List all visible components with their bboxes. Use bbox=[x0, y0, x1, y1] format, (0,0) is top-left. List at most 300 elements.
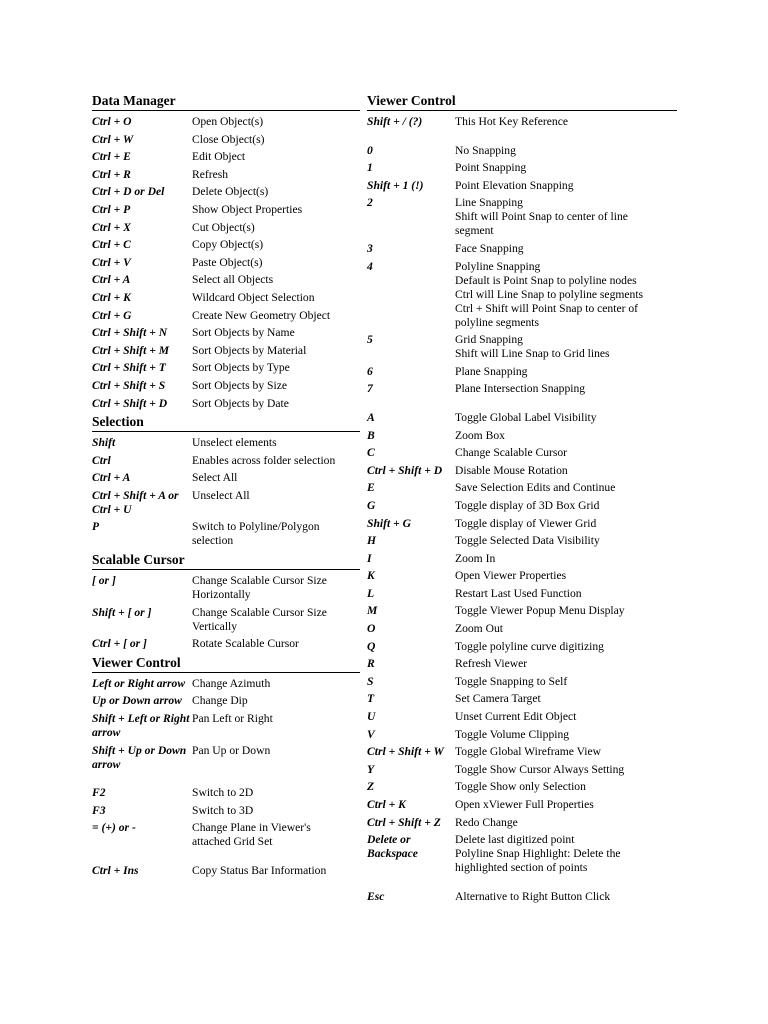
shortcut-key: Shift bbox=[92, 436, 116, 450]
shortcut-description bbox=[192, 677, 360, 691]
shortcut-key: T bbox=[367, 692, 375, 706]
shortcut-key: Delete or Backspace bbox=[367, 833, 418, 861]
shortcut-key: K bbox=[367, 569, 375, 583]
shortcut-key: Shift + [ or ] bbox=[92, 605, 152, 619]
shortcut-key: U bbox=[367, 710, 376, 724]
description-line: selection bbox=[192, 534, 234, 548]
shortcut-row bbox=[367, 833, 677, 875]
description-line: Grid Snapping bbox=[455, 333, 523, 347]
shortcut-row bbox=[367, 890, 677, 904]
shortcut-description bbox=[455, 833, 677, 875]
description-line: attached Grid Set bbox=[192, 835, 273, 849]
shortcut-row bbox=[367, 464, 677, 478]
description-line: Select all Objects bbox=[192, 273, 274, 287]
shortcut-description bbox=[455, 569, 677, 583]
shortcut-key: C bbox=[367, 446, 375, 460]
shortcut-row bbox=[92, 291, 360, 305]
shortcut-row bbox=[92, 744, 360, 772]
shortcut-key: Ctrl + V bbox=[92, 255, 131, 269]
description-line: This Hot Key Reference bbox=[455, 115, 568, 128]
shortcut-key: Ctrl bbox=[92, 453, 111, 467]
shortcut-description bbox=[192, 804, 360, 818]
shortcut-description bbox=[455, 798, 677, 812]
shortcut-key: F2 bbox=[92, 786, 106, 800]
description-line: Toggle Global Wireframe View bbox=[455, 745, 602, 759]
section-title: Viewer Control bbox=[367, 93, 677, 111]
shortcut-description bbox=[455, 481, 677, 495]
description-line: Plane Snapping bbox=[455, 364, 528, 378]
shortcut-description bbox=[192, 397, 360, 411]
shortcut-description bbox=[455, 728, 677, 742]
description-line: Zoom In bbox=[455, 551, 496, 565]
shortcut-row bbox=[92, 864, 360, 878]
description-line: Change Azimuth bbox=[192, 676, 271, 690]
shortcut-key: M bbox=[367, 604, 378, 618]
shortcut-row bbox=[367, 429, 677, 443]
shortcut-row bbox=[92, 168, 360, 182]
shortcut-description bbox=[192, 309, 360, 323]
shortcut-key: [ or ] bbox=[92, 574, 116, 588]
shortcut-row bbox=[92, 256, 360, 270]
shortcut-description bbox=[192, 273, 360, 287]
shortcut-description bbox=[192, 520, 360, 548]
spacer bbox=[367, 133, 677, 144]
shortcut-row bbox=[92, 397, 360, 411]
description-line: Horizontally bbox=[192, 588, 251, 602]
shortcut-row bbox=[367, 411, 677, 425]
description-line: Default is Point Snap to polyline nodes bbox=[455, 273, 637, 287]
shortcut-description bbox=[455, 587, 677, 601]
shortcut-row bbox=[92, 574, 360, 602]
shortcut-row bbox=[367, 446, 677, 460]
shortcut-description bbox=[192, 786, 360, 800]
shortcut-key: Ctrl + P bbox=[92, 202, 131, 216]
shortcut-description bbox=[455, 552, 677, 566]
shortcut-row bbox=[367, 481, 677, 495]
shortcut-description bbox=[192, 150, 360, 164]
spacer bbox=[367, 400, 677, 411]
description-line: Change Scalable Cursor Size bbox=[192, 574, 327, 588]
description-line: Change Plane in Viewer's bbox=[192, 821, 311, 835]
shortcut-description bbox=[455, 675, 677, 689]
shortcut-key: Ctrl + R bbox=[92, 167, 131, 181]
description-line: Cut Object(s) bbox=[192, 220, 255, 234]
description-line: Select All bbox=[192, 471, 238, 485]
shortcut-key: Ctrl + K bbox=[367, 798, 406, 811]
shortcut-key: 5 bbox=[367, 333, 373, 347]
shortcut-row bbox=[367, 144, 677, 158]
description-line: Vertically bbox=[192, 619, 238, 633]
description-line: Toggle Selected Data Visibility bbox=[455, 534, 600, 548]
shortcut-row bbox=[367, 242, 677, 256]
description-line: Toggle Snapping to Self bbox=[455, 674, 568, 688]
description-line: Enables across folder selection bbox=[192, 453, 336, 467]
shortcut-description bbox=[455, 640, 677, 654]
shortcut-key: 1 bbox=[367, 161, 373, 175]
section-selection bbox=[92, 414, 360, 548]
shortcut-description bbox=[455, 710, 677, 724]
shortcut-description bbox=[455, 411, 677, 425]
description-line: Polyline Snapping bbox=[455, 259, 541, 273]
spacer bbox=[92, 853, 360, 864]
section-viewer-control bbox=[92, 655, 360, 878]
shortcut-row bbox=[92, 273, 360, 287]
shortcut-row bbox=[367, 798, 677, 812]
description-line: Change Scalable Cursor bbox=[455, 446, 568, 460]
section-scalable-cursor bbox=[92, 552, 360, 651]
shortcut-key: O bbox=[367, 622, 376, 636]
shortcut-row bbox=[367, 179, 677, 193]
shortcut-key: Ctrl + Shift + T bbox=[92, 361, 166, 375]
shortcut-key: P bbox=[92, 520, 100, 534]
shortcut-key: F3 bbox=[92, 803, 106, 817]
shortcut-row bbox=[367, 622, 677, 636]
description-line: Restart Last Used Function bbox=[455, 586, 582, 600]
shortcut-row bbox=[92, 221, 360, 235]
shortcut-row bbox=[367, 710, 677, 724]
shortcut-row bbox=[367, 161, 677, 175]
shortcut-description bbox=[192, 256, 360, 270]
shortcut-key: Ctrl + Shift + N bbox=[92, 326, 168, 340]
description-line: Edit Object bbox=[192, 150, 246, 164]
spacer bbox=[92, 775, 360, 786]
shortcut-key: Up or Down arrow bbox=[92, 694, 182, 708]
description-line: Zoom Out bbox=[455, 622, 503, 636]
shortcut-row bbox=[92, 133, 360, 147]
shortcut-key: E bbox=[367, 481, 375, 495]
shortcut-key: Left or Right arrow bbox=[92, 676, 186, 690]
shortcut-row bbox=[92, 454, 360, 468]
shortcut-description bbox=[192, 471, 360, 485]
shortcut-description bbox=[455, 816, 677, 830]
shortcut-row bbox=[367, 657, 677, 671]
shortcut-row bbox=[367, 675, 677, 689]
shortcut-key: G bbox=[367, 498, 376, 512]
description-line: Open xViewer Full Properties bbox=[455, 798, 594, 811]
shortcut-key: A bbox=[367, 410, 375, 424]
description-line: Open Viewer Properties bbox=[455, 569, 567, 583]
shortcut-key: Ctrl + W bbox=[92, 132, 134, 146]
spacer bbox=[367, 879, 677, 890]
description-line: Line Snapping bbox=[455, 196, 523, 210]
shortcut-row bbox=[367, 365, 677, 379]
section-title: Scalable Cursor bbox=[92, 552, 360, 570]
shortcut-row bbox=[367, 816, 677, 830]
shortcut-key: Ctrl + Shift + S bbox=[92, 378, 166, 392]
shortcut-key: Ctrl + G bbox=[92, 308, 132, 322]
shortcut-row bbox=[92, 786, 360, 800]
shortcut-key: Ctrl + Shift + D bbox=[92, 396, 168, 410]
shortcut-key: 2 bbox=[367, 196, 373, 210]
description-line: Sort Objects by Size bbox=[192, 378, 287, 392]
shortcut-description bbox=[455, 429, 677, 443]
description-line: Paste Object(s) bbox=[192, 255, 263, 269]
shortcut-key: 4 bbox=[367, 259, 373, 273]
shortcut-key: = (+) or - bbox=[92, 821, 136, 835]
shortcut-description bbox=[192, 168, 360, 182]
shortcut-description bbox=[455, 604, 677, 618]
shortcut-description bbox=[455, 260, 677, 330]
shortcut-row bbox=[367, 260, 677, 330]
description-line: Shift will Point Snap to center of line bbox=[455, 210, 628, 224]
description-line: No Snapping bbox=[455, 143, 516, 157]
shortcut-key: Ctrl + Shift + Z bbox=[367, 815, 441, 829]
section-title: Selection bbox=[92, 414, 360, 432]
description-line: Sort Objects by Material bbox=[192, 343, 307, 357]
shortcut-key: L bbox=[367, 586, 375, 600]
shortcut-key: Shift + / (?) bbox=[367, 115, 423, 128]
description-line: Face Snapping bbox=[455, 241, 524, 255]
shortcut-key: Ctrl + [ or ] bbox=[92, 637, 147, 651]
shortcut-key: 6 bbox=[367, 364, 373, 378]
shortcut-description bbox=[192, 115, 360, 129]
shortcut-description bbox=[192, 344, 360, 358]
shortcut-row bbox=[367, 499, 677, 513]
shortcut-key: Ctrl + Ins bbox=[92, 864, 139, 877]
shortcut-row bbox=[92, 637, 360, 651]
description-line: Unset Current Edit Object bbox=[455, 710, 577, 724]
shortcut-row bbox=[92, 379, 360, 393]
shortcut-row bbox=[367, 692, 677, 706]
shortcut-description bbox=[192, 606, 360, 634]
description-line: highlighted section of points bbox=[455, 861, 588, 875]
description-line: Change Dip bbox=[192, 694, 248, 708]
description-line: Refresh Viewer bbox=[455, 657, 528, 671]
description-line: Switch to Polyline/Polygon bbox=[192, 520, 320, 534]
left-column bbox=[92, 93, 360, 882]
shortcut-description bbox=[455, 333, 677, 361]
shortcut-key: Shift + 1 (!) bbox=[367, 178, 424, 192]
shortcut-description bbox=[455, 144, 677, 158]
shortcut-key: Ctrl + O bbox=[92, 115, 132, 128]
description-line: Switch to 2D bbox=[192, 786, 254, 800]
shortcut-description bbox=[192, 133, 360, 147]
description-line: Sort Objects by Date bbox=[192, 396, 289, 410]
description-line: Toggle Viewer Popup Menu Display bbox=[455, 604, 625, 618]
description-line: Sort Objects by Name bbox=[192, 326, 295, 340]
description-line: Disable Mouse Rotation bbox=[455, 463, 568, 477]
shortcut-description bbox=[455, 763, 677, 777]
shortcut-description bbox=[192, 744, 360, 772]
shortcut-description bbox=[455, 692, 677, 706]
shortcut-row bbox=[92, 712, 360, 740]
shortcut-key: 0 bbox=[367, 143, 373, 157]
description-line: Pan Up or Down bbox=[192, 743, 271, 757]
shortcut-description bbox=[455, 115, 677, 129]
description-line: Toggle Global Label Visibility bbox=[455, 410, 597, 424]
description-line: Polyline Snap Highlight: Delete the bbox=[455, 847, 621, 861]
right-column bbox=[367, 93, 677, 907]
shortcut-row bbox=[92, 361, 360, 375]
shortcut-description bbox=[192, 712, 360, 740]
shortcut-description bbox=[455, 622, 677, 636]
shortcut-key: Shift + Up or Down arrow bbox=[92, 743, 187, 771]
shortcut-row bbox=[92, 238, 360, 252]
description-line: Refresh bbox=[192, 167, 229, 181]
shortcut-key: B bbox=[367, 428, 375, 442]
shortcut-description bbox=[455, 382, 677, 396]
shortcut-description bbox=[455, 745, 677, 759]
description-line: Point Elevation Snapping bbox=[455, 178, 574, 192]
shortcut-row bbox=[92, 326, 360, 340]
shortcut-key: 7 bbox=[367, 382, 373, 396]
shortcut-description bbox=[192, 238, 360, 252]
description-line: Toggle Volume Clipping bbox=[455, 727, 570, 741]
shortcut-key: S bbox=[367, 674, 374, 688]
shortcut-description bbox=[455, 890, 677, 904]
description-line: Shift will Line Snap to Grid lines bbox=[455, 347, 610, 361]
description-line: Save Selection Edits and Continue bbox=[455, 481, 616, 495]
description-line: Toggle Show Cursor Always Setting bbox=[455, 762, 625, 776]
shortcut-description bbox=[192, 454, 360, 468]
shortcut-key: R bbox=[367, 657, 375, 671]
section-data-manager bbox=[92, 93, 360, 411]
shortcut-description bbox=[455, 365, 677, 379]
description-line: Delete last digitized point bbox=[455, 833, 575, 847]
description-line: Close Object(s) bbox=[192, 132, 265, 146]
shortcut-row bbox=[92, 203, 360, 217]
shortcut-row bbox=[92, 489, 360, 517]
shortcut-key: I bbox=[367, 551, 372, 565]
section-title: Viewer Control bbox=[92, 655, 360, 673]
shortcut-row bbox=[92, 344, 360, 358]
shortcut-description bbox=[192, 361, 360, 375]
shortcut-key: Ctrl + Shift + D bbox=[367, 463, 443, 477]
description-line: Switch to 3D bbox=[192, 803, 254, 817]
shortcut-row bbox=[367, 780, 677, 794]
shortcut-row bbox=[367, 640, 677, 654]
shortcut-row bbox=[92, 821, 360, 849]
description-line: Open Object(s) bbox=[192, 115, 264, 128]
shortcut-row bbox=[92, 520, 360, 548]
description-line: Wildcard Object Selection bbox=[192, 290, 315, 304]
shortcut-row bbox=[367, 534, 677, 548]
shortcut-row bbox=[92, 436, 360, 450]
shortcut-key: Ctrl + D or Del bbox=[92, 185, 165, 199]
shortcut-description bbox=[192, 185, 360, 199]
description-line: Ctrl will Line Snap to polyline segments bbox=[455, 287, 644, 301]
shortcut-description bbox=[192, 436, 360, 450]
shortcut-description bbox=[455, 657, 677, 671]
description-line: Zoom Box bbox=[455, 428, 505, 442]
shortcut-row bbox=[367, 196, 677, 238]
shortcut-key: Ctrl + X bbox=[92, 220, 131, 234]
shortcut-description bbox=[455, 179, 677, 193]
description-line: Plane Intersection Snapping bbox=[455, 382, 586, 396]
shortcut-row bbox=[92, 606, 360, 634]
shortcut-key: Ctrl + C bbox=[92, 238, 131, 252]
shortcut-description bbox=[192, 203, 360, 217]
shortcut-description bbox=[192, 221, 360, 235]
description-line: polyline segments bbox=[455, 315, 540, 329]
shortcut-key: Ctrl + Shift + A or Ctrl + U bbox=[92, 488, 179, 516]
description-line: Ctrl + Shift will Point Snap to center of bbox=[455, 301, 639, 315]
shortcut-description bbox=[192, 326, 360, 340]
description-line: Show Object Properties bbox=[192, 202, 303, 216]
shortcut-description bbox=[455, 517, 677, 531]
shortcut-key: Esc bbox=[367, 889, 385, 903]
shortcut-row bbox=[92, 309, 360, 323]
shortcut-row bbox=[92, 694, 360, 708]
shortcut-row bbox=[367, 763, 677, 777]
description-line: Copy Status Bar Information bbox=[192, 864, 327, 877]
description-line: Set Camera Target bbox=[455, 692, 541, 706]
shortcut-description bbox=[455, 161, 677, 175]
shortcut-description bbox=[192, 574, 360, 602]
section-title: Data Manager bbox=[92, 93, 360, 111]
shortcut-description bbox=[192, 379, 360, 393]
shortcut-description bbox=[455, 446, 677, 460]
shortcut-key: Ctrl + E bbox=[92, 150, 131, 164]
description-line: Redo Change bbox=[455, 815, 518, 829]
description-line: Toggle display of 3D Box Grid bbox=[455, 498, 600, 512]
description-line: Rotate Scalable Cursor bbox=[192, 637, 299, 651]
shortcut-key: Y bbox=[367, 762, 375, 776]
shortcut-description bbox=[192, 864, 360, 878]
shortcut-row bbox=[92, 677, 360, 691]
shortcut-row bbox=[367, 115, 677, 129]
shortcut-row bbox=[367, 587, 677, 601]
shortcut-row bbox=[92, 185, 360, 199]
description-line: Point Snapping bbox=[455, 161, 527, 175]
shortcut-row bbox=[367, 728, 677, 742]
description-line: Toggle display of Viewer Grid bbox=[455, 516, 597, 530]
shortcut-description bbox=[192, 489, 360, 517]
shortcut-description bbox=[455, 780, 677, 794]
section-viewer-control-hotkeys bbox=[367, 93, 677, 904]
shortcut-row bbox=[367, 552, 677, 566]
description-line: Change Scalable Cursor Size bbox=[192, 605, 327, 619]
description-line: Copy Object(s) bbox=[192, 238, 264, 252]
description-line: Toggle Show only Selection bbox=[455, 780, 586, 794]
shortcut-description bbox=[455, 196, 677, 238]
shortcut-description bbox=[455, 499, 677, 513]
shortcut-row bbox=[367, 569, 677, 583]
shortcut-key: Shift + G bbox=[367, 516, 411, 530]
shortcut-key: Ctrl + A bbox=[92, 273, 131, 287]
description-line: Alternative to Right Button Click bbox=[455, 889, 611, 903]
shortcut-key: Ctrl + Shift + W bbox=[367, 745, 444, 759]
shortcut-row bbox=[367, 333, 677, 361]
shortcut-description bbox=[192, 694, 360, 708]
shortcut-key: Ctrl + Shift + M bbox=[92, 343, 170, 357]
description-line: Create New Geometry Object bbox=[192, 308, 331, 322]
description-line: Toggle polyline curve digitizing bbox=[455, 639, 604, 653]
shortcut-description bbox=[455, 242, 677, 256]
shortcut-key: Q bbox=[367, 639, 376, 653]
shortcut-key: Ctrl + A bbox=[92, 471, 131, 485]
shortcut-description bbox=[192, 637, 360, 651]
description-line: Sort Objects by Type bbox=[192, 361, 290, 375]
shortcut-description bbox=[192, 291, 360, 305]
shortcut-row bbox=[92, 115, 360, 129]
description-line: Unselect All bbox=[192, 488, 250, 502]
description-line: Unselect elements bbox=[192, 436, 277, 450]
shortcut-row bbox=[367, 604, 677, 618]
shortcut-row bbox=[92, 471, 360, 485]
shortcut-row bbox=[367, 517, 677, 531]
shortcut-row bbox=[92, 150, 360, 164]
shortcut-row bbox=[92, 804, 360, 818]
shortcut-key: 3 bbox=[367, 241, 373, 255]
shortcut-row bbox=[367, 745, 677, 759]
shortcut-description bbox=[192, 821, 360, 849]
shortcut-description bbox=[455, 464, 677, 478]
shortcut-description bbox=[455, 534, 677, 548]
shortcut-key: Z bbox=[367, 780, 375, 794]
shortcut-key: V bbox=[367, 727, 375, 741]
description-line: Pan Left or Right bbox=[192, 712, 273, 726]
